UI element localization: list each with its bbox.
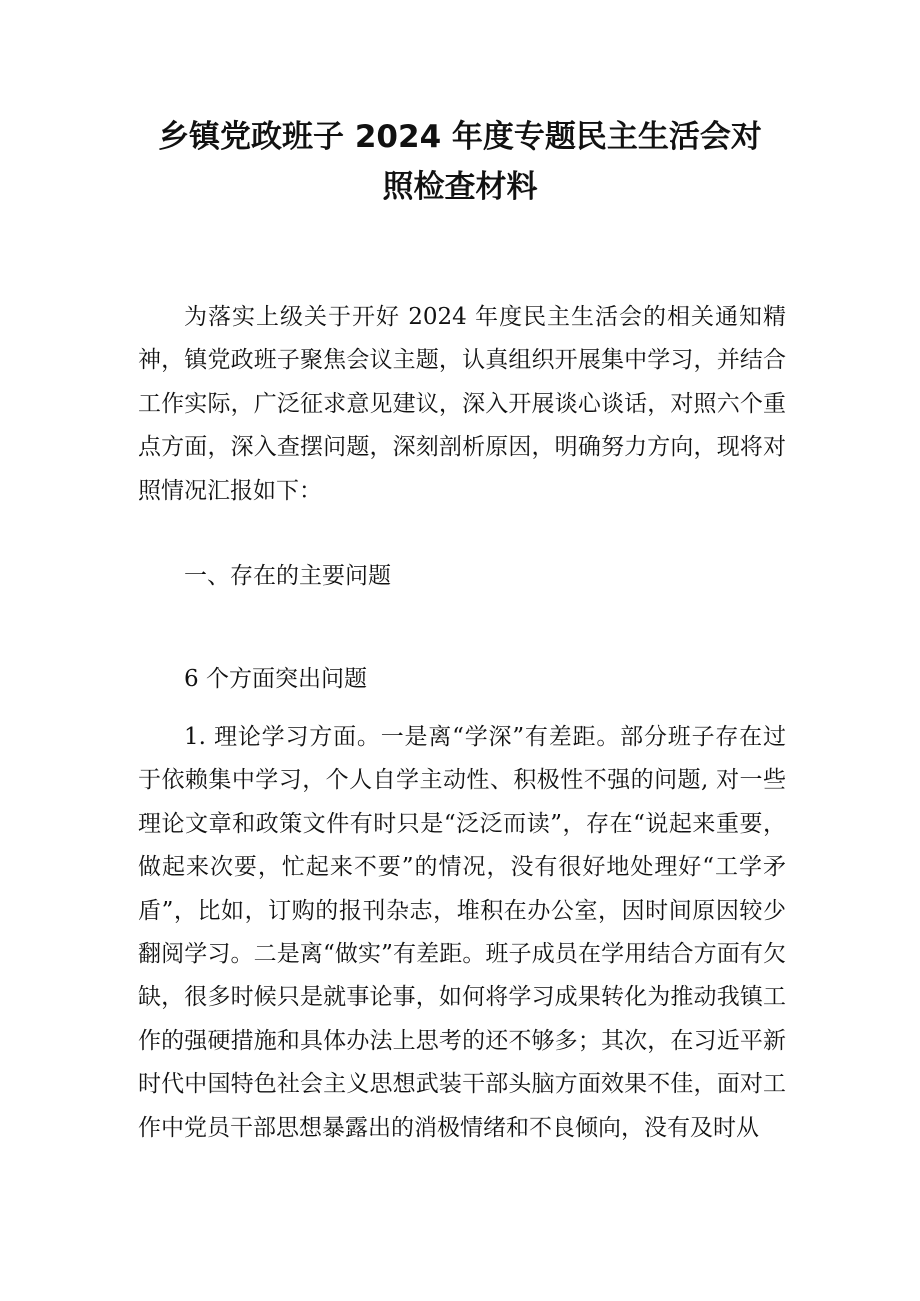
document-title-line-2: 照检查材料 (382, 169, 538, 205)
document-title-line-1: 乡镇党政班子 2024 年度专题民主生活会对 (158, 119, 762, 155)
intro-paragraph: 为落实上级关于开好 2024 年度民主生活会的相关通知精神，镇党政班子聚焦会议主题，认真组织开展集中学习，并结合工作实际，广泛征求意见建议，深入开展谈心谈话，对照六个重点方面，深入查摆问题，深刻剖析原因，明确努力方向，现将对照情况汇报如下： (138, 304, 786, 504)
subsection-heading-six-aspects: 6 个方面突出问题 (184, 666, 367, 692)
item-theory-study-paragraph: 1. 理论学习方面。一是离“学深”有差距。部分班子存在过于依赖集中学习，个人自学主动性、积极性不强的问题, 对一些理论文章和政策文件有时只是“泛泛而读”，存在“说起来重要，做起来次要，忙起来不要”的情况，没有很好地处理好“工学矛盾”，比如，订购的报刊杂志，堆积在办公室，因时间原因较少翻阅学习。二是离“做实”有差距。班子成员在学用结合方面有欠缺，很多时候只是就事论事，如何将学习成果转化为推动我镇工作的强硬措施和具体办法上思考的还不够多；其次，在习近平新时代中国特色社会主义思想武装干部头脑方面效果不佳，面对工作中党员干部思想暴露出的消极情绪和不良倾向，没有及时从 (138, 724, 786, 1141)
section-heading-main-problems: 一、存在的主要问题 (184, 563, 391, 589)
